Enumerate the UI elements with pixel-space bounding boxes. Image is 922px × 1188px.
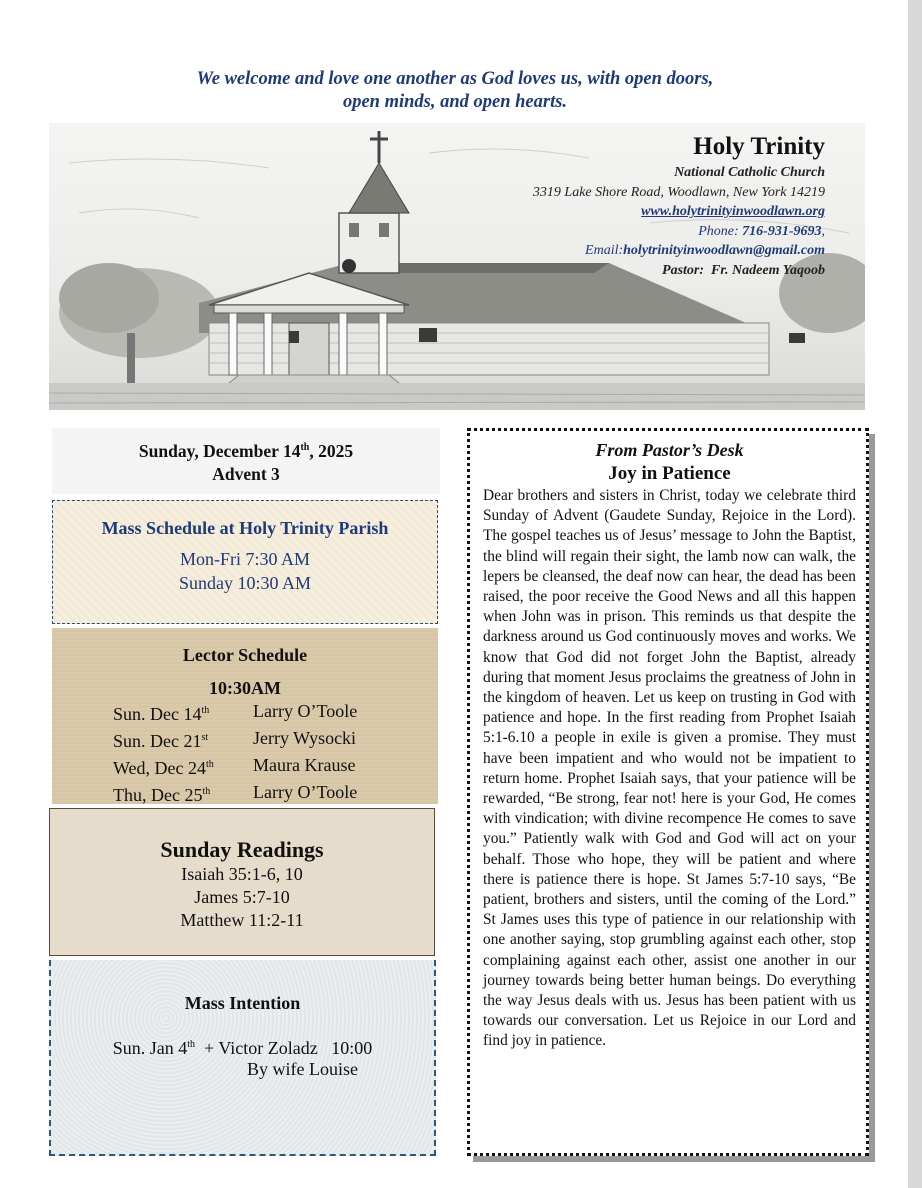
church-subtitle: National Catholic Church [674, 165, 825, 180]
lector-row: Wed, Dec 24th Maura Krause [113, 755, 356, 778]
phone-number: 716-931-9693 [742, 223, 822, 239]
sunday-readings-title: Sunday Readings [160, 837, 324, 862]
scrollbar[interactable] [908, 0, 922, 1188]
lector-row: Sun. Dec 21st Jerry Wysocki [113, 728, 357, 751]
sunday-readings-box [49, 808, 435, 956]
reading-item: Isaiah 35:1-6, 10 [181, 864, 303, 884]
pastor-desk-body: Dear brothers and sisters in Christ, today we celebrate third Sunday of Advent (Gaudete Sunday, Rejoice in the Lord). The gospel teaches us of Jesus’ message to John the Baptist, the blind will regain their sight, the lamb now can walk, the lepers be cleansed, the deaf now can hear, the dead has been raised, the poor receive the Good News and all this happen when John was in prison. This reminds us that despite the darkness around us God continuously moves and works. We know that God did not forget John the Baptist, already during that moment Jesus proclaims the greatness of John in the kingdom of heaven. Let us keep on trusting in God with patience and hope. In the first reading from Prophet Isaiah 5:1-6.10 a people in exile is given a promise. They must have been impatient and who would not be impatient to return home. Prophet Isaiah says, that your patience will be rewarded, “Be strong, fear not! here is your God, He comes with vindication; with divine recompence He comes to save you.” Patiently walk with God and God will act on your behalf. Those who hope, they will be patient and where there is patience there is hope. St James 5:7-10 says, “Be patient, brothers and sisters, until the coming of the Lord.” St James uses this type of patience in our relationship with one another saying, stop grumbling against each other, stop complaining against each other, assist one another in our journey towards being better human beings. Do everything the way Jesus deals with us. Jesus has been patient with us towards our conversation. Let us Rejoice in our Lord and find joy in patience. [483, 487, 856, 1050]
pastor-desk-title: Joy in Patience [608, 463, 731, 484]
phone-label: Phone: [698, 223, 743, 239]
mass-schedule-box [52, 500, 438, 624]
service-date: Sunday, December 14th, 2025 [138, 440, 354, 461]
church-pastor: Pastor: Fr. Nadeem Yaqoob [662, 262, 825, 278]
mass-intention-entry: Sun. Jan 4th + Victor Zoladz 10:00 [112, 1038, 373, 1058]
email-label: Email: [585, 243, 624, 258]
lector-schedule-box [52, 628, 438, 804]
email-address[interactable]: holytrinityinwoodlawn@gmail.com [623, 243, 825, 258]
reading-item: Matthew 11:2-11 [180, 910, 304, 930]
lector-time: 10:30AM [209, 678, 281, 698]
mass-sunday-time: Sunday 10:30 AM [178, 573, 311, 593]
lector-schedule-title: Lector Schedule [182, 645, 308, 665]
pastor-desk-heading: From Pastor’s Desk [595, 440, 744, 460]
welcome-motto [60, 68, 850, 114]
pastor-name: Fr. Nadeem Yaqoob [711, 262, 825, 278]
lector-row: Sun. Dec 14th Larry O’Toole [113, 701, 358, 724]
pastor-label: Pastor [662, 262, 700, 278]
liturgical-season: Advent 3 [212, 463, 280, 484]
church-name: Holy Trinity [693, 133, 825, 160]
church-address: 3319 Lake Shore Road, Woodlawn, New York 14219 [532, 184, 825, 200]
church-banner [49, 123, 865, 410]
motto-line-1: We welcome and love one another as God loves us, with open doors, [196, 69, 714, 89]
pastor-desk-box [467, 428, 869, 1156]
mass-schedule-title: Mass Schedule at Holy Trinity Parish [101, 518, 389, 538]
date-header [52, 428, 440, 494]
church-phone: Phone: 716-931-9693, [698, 223, 825, 239]
motto-line-2: open minds, and open hearts. [342, 92, 568, 112]
mass-weekday-time: Mon-Fri 7:30 AM [179, 549, 311, 569]
reading-item: James 5:7-10 [194, 887, 290, 907]
church-email [533, 241, 825, 261]
lector-row: Thu, Dec 25th Larry O’Toole [113, 782, 358, 805]
church-contact-info [533, 131, 825, 280]
mass-intention-donor: By wife Louise [247, 1059, 358, 1079]
church-website-link[interactable]: www.holytrinityinwoodlawn.org [641, 204, 825, 219]
mass-intention-box [49, 960, 436, 1156]
mass-intention-title: Mass Intention [184, 993, 301, 1013]
